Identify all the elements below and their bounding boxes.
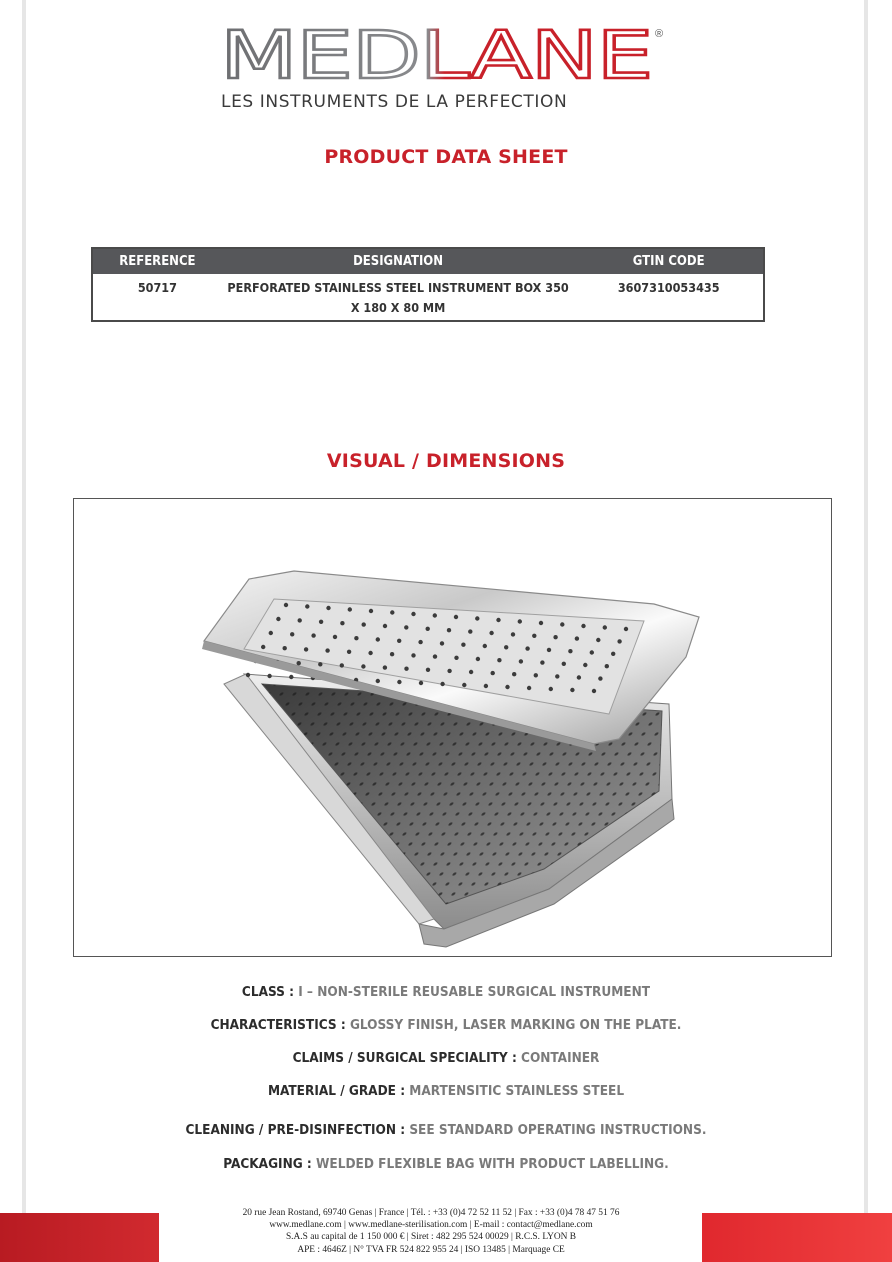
lid-hole <box>411 612 415 616</box>
lid-hole <box>491 671 495 675</box>
lid-hole <box>605 664 609 668</box>
spec-value: MARTENSITIC STAINLESS STEEL <box>409 1083 625 1099</box>
lid-hole <box>527 686 531 690</box>
lid-hole <box>504 645 508 649</box>
spec-value: I – NON-STERILE REUSABLE SURGICAL INSTRUMENT <box>298 984 651 1000</box>
lid-hole <box>325 648 329 652</box>
lid-hole <box>318 662 322 666</box>
lid-hole <box>555 674 559 678</box>
footer-websites: www.medlane.com | www.medlane-sterilisation.com | E-mail : contact@medlane.com <box>269 1220 593 1231</box>
lid-hole <box>404 667 408 671</box>
cell-gtin: 3607310053435 <box>617 280 720 295</box>
spec-cleaning: CLEANING / PRE-DISINFECTION : SEE STANDARD OPERATING INSTRUCTIONS. <box>185 1122 707 1138</box>
spec-label: PACKAGING <box>223 1156 303 1172</box>
section-title-product-data-sheet: PRODUCT DATA SHEET <box>324 146 568 168</box>
lid-hole <box>511 632 515 636</box>
lid-hole <box>433 613 437 617</box>
lid-hole <box>289 675 293 679</box>
lid-hole <box>383 624 387 628</box>
lid-hole <box>469 670 473 674</box>
lid-hole <box>617 639 621 643</box>
lid-hole <box>532 634 536 638</box>
lid-hole <box>440 682 444 686</box>
spec-label: CLASS <box>241 984 285 1000</box>
lid-hole <box>440 641 444 645</box>
lid-hole <box>267 674 271 678</box>
spec-label: MATERIAL / GRADE <box>267 1083 396 1099</box>
lid-hole <box>454 656 458 660</box>
lid-hole <box>269 631 273 635</box>
lid-hole <box>598 676 602 680</box>
lid-hole <box>304 647 308 651</box>
spec-value: GLOSSY FINISH, LASER MARKING ON THE PLATE. <box>349 1017 682 1033</box>
lid-hole <box>468 629 472 633</box>
cell-reference: 50717 <box>137 280 177 295</box>
lid-hole <box>340 621 344 625</box>
spec-claims: CLAIMS / SURGICAL SPECIALITY : CONTAINER <box>292 1050 600 1066</box>
right-margin-line <box>864 0 868 1262</box>
header-designation: DESIGNATION <box>222 248 575 274</box>
lid-hole <box>454 615 458 619</box>
lid-hole <box>390 610 394 614</box>
lid-hole <box>283 646 287 650</box>
lid-hole <box>276 617 280 621</box>
lid-hole <box>284 603 288 607</box>
lid-hole <box>603 625 607 629</box>
lid-hole <box>411 653 415 657</box>
lid-hole <box>624 627 628 631</box>
lid-hole <box>348 607 352 611</box>
spec-label: CLAIMS / SURGICAL SPECIALITY <box>292 1050 508 1066</box>
lid-hole <box>590 650 594 654</box>
lid-hole <box>577 675 581 679</box>
lid-hole <box>483 644 487 648</box>
lid-hole <box>297 661 301 665</box>
section-title-visual-dimensions: VISUAL / DIMENSIONS <box>326 450 566 472</box>
lid-hole <box>547 648 551 652</box>
lid-hole <box>298 618 302 622</box>
spec-label: CLEANING / PRE-DISINFECTION <box>185 1122 396 1138</box>
lid-hole <box>462 683 466 687</box>
lid-hole <box>461 643 465 647</box>
lid-hole <box>496 618 500 622</box>
header-gtin-code: GTIN CODE <box>574 248 764 274</box>
lid-hole <box>484 684 488 688</box>
lid-hole <box>568 649 572 653</box>
spec-packaging: PACKAGING : WELDED FLEXIBLE BAG WITH PRODUCT LABELLING. <box>223 1156 669 1172</box>
spec-class: CLASS : I – NON-STERILE REUSABLE SURGICAL INSTRUMENT <box>241 984 651 1000</box>
reference-table <box>91 247 765 322</box>
lid-hole <box>347 650 351 654</box>
lid-hole <box>383 665 387 669</box>
lid-hole <box>592 689 596 693</box>
brand-name-text: MEDLANE <box>220 22 652 84</box>
header-reference: REFERENCE <box>92 248 222 274</box>
lid-hole <box>404 625 408 629</box>
lid-hole <box>311 633 315 637</box>
spec-value: CONTAINER <box>521 1050 600 1066</box>
lid-hole <box>575 636 579 640</box>
lid-hole <box>246 673 250 677</box>
lid-hole <box>376 637 380 641</box>
lid-hole <box>553 635 557 639</box>
registered-mark: ® <box>655 28 664 40</box>
lid-hole <box>362 622 366 626</box>
spec-value: WELDED FLEXIBLE BAG WITH PRODUCT LABELLING. <box>316 1156 669 1172</box>
footer-company-info: S.A.S au capital de 1 150 000 € | Siret : 482 295 524 00029 | R.C.S. LYON B <box>285 1232 577 1243</box>
footer-registration: APE : 4646Z | N° TVA FR 524 822 955 24 | ISO 13485 | Marquage CE <box>297 1244 565 1255</box>
lid-hole <box>433 654 437 658</box>
lid-hole <box>497 658 501 662</box>
table-header-row <box>92 248 764 274</box>
lid-hole <box>512 672 516 676</box>
lid-hole <box>319 620 323 624</box>
lid-hole <box>447 628 451 632</box>
lid-hole <box>581 624 585 628</box>
lid-hole <box>539 621 543 625</box>
lid-hole <box>534 673 538 677</box>
lid-hole <box>505 685 509 689</box>
footer-bar-right <box>702 1213 892 1262</box>
lid-hole <box>340 663 344 667</box>
lid-hole <box>426 627 430 631</box>
footer-bar-left <box>0 1213 159 1262</box>
lid-hole <box>419 681 423 685</box>
lid-hole <box>475 616 479 620</box>
lid-hole <box>290 632 294 636</box>
lid-hole <box>611 652 615 656</box>
left-margin-line <box>22 0 26 1262</box>
lid-hole <box>519 659 523 663</box>
lid-hole <box>261 645 265 649</box>
lid-hole <box>540 660 544 664</box>
lid-hole <box>518 619 522 623</box>
lid-hole <box>333 635 337 639</box>
lid-hole <box>562 662 566 666</box>
product-visual-frame <box>73 498 832 957</box>
lid-hole <box>418 640 422 644</box>
lid-hole <box>489 631 493 635</box>
cell-designation: PERFORATED STAINLESS STEEL INSTRUMENT BOX 350 X 180 X 80 MM <box>227 280 569 315</box>
spec-characteristics: CHARACTERISTICS : GLOSSY FINISH, LASER MARKING ON THE PLATE. <box>210 1017 682 1033</box>
lid-hole <box>447 669 451 673</box>
lid-hole <box>397 639 401 643</box>
lid-hole <box>583 663 587 667</box>
lid-hole <box>570 688 574 692</box>
lid-hole <box>560 622 564 626</box>
lid-hole <box>476 657 480 661</box>
lid-hole <box>326 606 330 610</box>
lid-hole <box>426 668 430 672</box>
spec-value: SEE STANDARD OPERATING INSTRUCTIONS. <box>409 1122 707 1138</box>
lid-hole <box>390 652 394 656</box>
table-row <box>92 274 764 321</box>
lid-hole <box>369 609 373 613</box>
lid-hole <box>368 651 372 655</box>
spec-material: MATERIAL / GRADE : MARTENSITIC STAINLESS STEEL <box>267 1083 625 1099</box>
lid-hole <box>361 664 365 668</box>
lid-hole <box>525 646 529 650</box>
footer-contact <box>160 1207 702 1256</box>
lid-hole <box>596 638 600 642</box>
lid-hole <box>549 687 553 691</box>
lid-hole <box>354 636 358 640</box>
instrument-box-illustration <box>74 499 831 956</box>
footer-address: 20 rue Jean Rostand, 69740 Genas | France | Tél. : +33 (0)4 72 52 11 52 | Fax : +33 (0)4 78 47 51 76 <box>242 1208 620 1218</box>
lid-hole <box>305 604 309 608</box>
brand-tagline: LES INSTRUMENTS DE LA PERFECTION <box>221 92 568 112</box>
brand-wordmark <box>218 22 658 84</box>
lid-hole <box>376 679 380 683</box>
spec-label: CHARACTERISTICS <box>210 1017 337 1033</box>
lid-hole <box>397 680 401 684</box>
